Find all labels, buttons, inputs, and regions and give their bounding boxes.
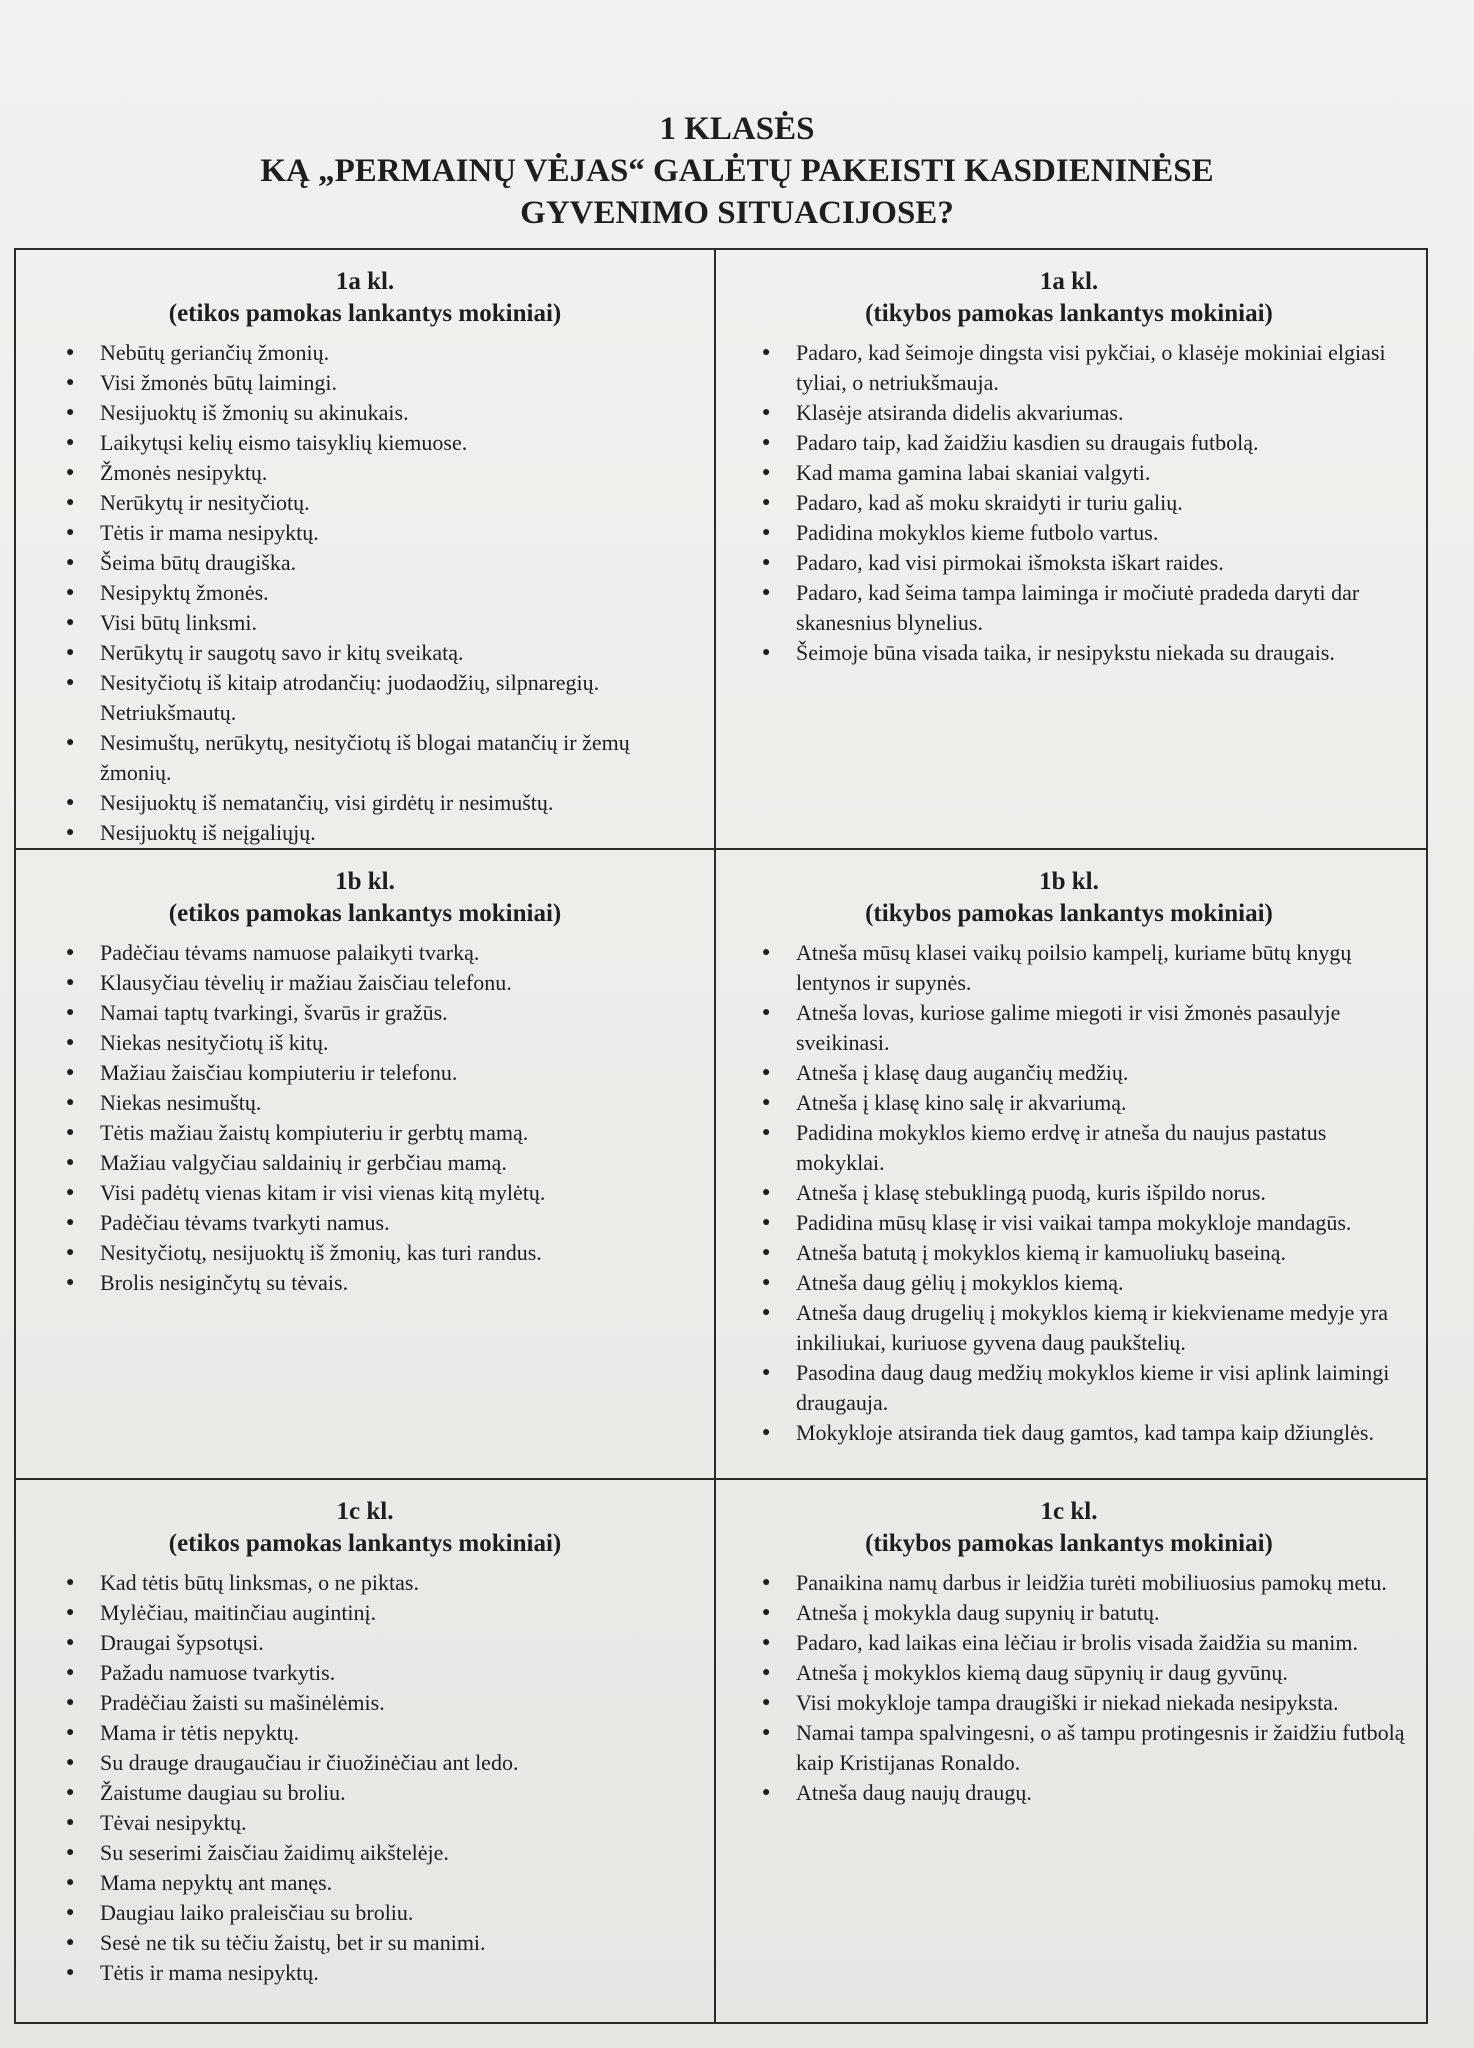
list-item: ● Mylėčiau, maitinčiau augintinį. [64,1598,696,1628]
table-cell [716,250,1426,850]
response-list [760,338,1408,668]
list-item: ● Nerūkytų ir nesityčiotų. [64,488,696,518]
list-item: ● Draugai šypsotųsi. [64,1628,696,1658]
title-line-3: GYVENIMO SITUACIJOSE? [520,195,954,231]
document-title [0,108,1474,234]
class-heading: 1b kl. [335,868,395,895]
list-item: ● Nesipyktų žmonės. [64,578,696,608]
list-item: ● Mažiau valgyčiau saldainių ir gerbčiau mamą. [64,1148,696,1178]
list-item: ● Nesijuoktų iš neįgaliųjų. [64,818,696,848]
list-item: ● Visi būtų linksmi. [64,608,696,638]
list-item: ● Nesijuoktų iš nematančių, visi girdėtų ir nesimuštų. [64,788,696,818]
list-item: ● Mažiau žaisčiau kompiuteriu ir telefonu. [64,1058,696,1088]
group-heading: (tikybos pamokas lankantys mokiniai) [865,1530,1273,1557]
list-item: ● Pasodina daug daug medžių mokyklos kieme ir visi aplink laimingi draugauja. [760,1358,1408,1418]
class-heading: 1a kl. [335,268,395,295]
group-heading: (tikybos pamokas lankantys mokiniai) [865,900,1273,927]
list-item: ● Padaro, kad šeimoje dingsta visi pykčiai, o klasėje mokiniai elgiasi tyliai, o netriukšmauja. [760,338,1408,398]
list-item: ● Sesė ne tik su tėčiu žaistų, bet ir su manimi. [64,1928,696,1958]
list-item: ● Panaikina namų darbus ir leidžia turėti mobiliuosius pamokų metu. [760,1568,1408,1598]
list-item: ● Namai tampa spalvingesni, o aš tampu protingesnis ir žaidžiu futbolą kaip Kristijanas Ronaldo. [760,1718,1408,1778]
list-item: ● Atneša batutą į mokyklos kiemą ir kamuoliukų baseiną. [760,1238,1408,1268]
list-item: ● Nesityčiotų iš kitaip atrodančių: juodaodžių, silpnaregių. Netriukšmautų. [64,668,696,728]
group-heading: (tikybos pamokas lankantys mokiniai) [865,300,1273,327]
list-item: ● Tėtis mažiau žaistų kompiuteriu ir gerbtų mamą. [64,1118,696,1148]
list-item: ● Namai taptų tvarkingi, švarūs ir gražūs. [64,998,696,1028]
group-heading: (etikos pamokas lankantys mokiniai) [168,1530,562,1557]
list-item: ● Padaro, kad laikas eina lėčiau ir brolis visada žaidžia su manim. [760,1628,1408,1658]
list-item: ● Kad mama gamina labai skaniai valgyti. [760,458,1408,488]
list-item: ● Klausyčiau tėvelių ir mažiau žaisčiau telefonu. [64,968,696,998]
list-item: ● Šeima būtų draugiška. [64,548,696,578]
table-cell [716,1480,1426,2022]
group-heading: (etikos pamokas lankantys mokiniai) [168,300,562,327]
list-item: ● Nesityčiotų, nesijuoktų iš žmonių, kas turi randus. [64,1238,696,1268]
list-item: ● Atneša į klasę daug augančių medžių. [760,1058,1408,1088]
response-list [760,938,1408,1448]
list-item: ● Šeimoje būna visada taika, ir nesipykstu niekada su draugais. [760,638,1408,668]
list-item: ● Atneša į mokyklos kiemą daug sūpynių ir daug gyvūnų. [760,1658,1408,1688]
list-item: ● Žmonės nesipyktų. [64,458,696,488]
list-item: ● Visi padėtų vienas kitam ir visi vienas kitą mylėtų. [64,1178,696,1208]
class-heading: 1c kl. [336,1498,394,1525]
list-item: ● Nebūtų geriančių žmonių. [64,338,696,368]
list-item: ● Klasėje atsiranda didelis akvariumas. [760,398,1408,428]
list-item: ● Brolis nesiginčytų su tėvais. [64,1268,696,1298]
list-item: ● Su drauge draugaučiau ir čiuožinėčiau ant ledo. [64,1748,696,1778]
list-item: ● Tėtis ir mama nesipyktų. [64,518,696,548]
list-item: ● Visi žmonės būtų laimingi. [64,368,696,398]
list-item: ● Laikytųsi kelių eismo taisyklių kiemuose. [64,428,696,458]
response-list [64,338,696,848]
list-item: ● Niekas nesimuštų. [64,1088,696,1118]
list-item: ● Atneša į klasę stebuklingą puodą, kuris išpildo norus. [760,1178,1408,1208]
class-heading: 1a kl. [1039,268,1099,295]
list-item: ● Padaro, kad visi pirmokai išmoksta iškart raides. [760,548,1408,578]
list-item: ● Tėvai nesipyktų. [64,1808,696,1838]
list-item: ● Padaro taip, kad žaidžiu kasdien su draugais futbolą. [760,428,1408,458]
list-item: ● Mokykloje atsiranda tiek daug gamtos, kad tampa kaip džiunglės. [760,1418,1408,1448]
group-heading: (etikos pamokas lankantys mokiniai) [168,900,562,927]
list-item: ● Padėčiau tėvams tvarkyti namus. [64,1208,696,1238]
list-item: ● Atneša daug naujų draugų. [760,1778,1408,1808]
list-item: ● Pradėčiau žaisti su mašinėlėmis. [64,1688,696,1718]
list-item: ● Mama nepyktų ant manęs. [64,1868,696,1898]
list-item: ● Nesijuoktų iš žmonių su akinukais. [64,398,696,428]
response-list [64,1568,696,1988]
list-item: ● Žaistume daugiau su broliu. [64,1778,696,1808]
list-item: ● Atneša lovas, kuriose galime miegoti ir visi žmonės pasaulyje sveikinasi. [760,998,1408,1058]
class-heading: 1b kl. [1039,868,1099,895]
list-item: ● Padidina mokyklos kieme futbolo vartus. [760,518,1408,548]
list-item: ● Daugiau laiko praleisčiau su broliu. [64,1898,696,1928]
table-cell [16,850,716,1480]
list-item: ● Mama ir tėtis nepyktų. [64,1718,696,1748]
list-item: ● Nerūkytų ir saugotų savo ir kitų sveikatą. [64,638,696,668]
list-item: ● Padaro, kad šeima tampa laiminga ir močiutė pradeda daryti dar skanesnius blynelius. [760,578,1408,638]
list-item: ● Atneša į klasę kino salę ir akvariumą. [760,1088,1408,1118]
list-item: ● Atneša daug gėlių į mokyklos kiemą. [760,1268,1408,1298]
table-cell [16,250,716,850]
list-item: ● Pažadu namuose tvarkytis. [64,1658,696,1688]
list-item: ● Visi mokykloje tampa draugiški ir niekad niekada nesipyksta. [760,1688,1408,1718]
list-item: ● Padėčiau tėvams namuose palaikyti tvarką. [64,938,696,968]
list-item: ● Su seserimi žaisčiau žaidimų aikštelėje. [64,1838,696,1868]
list-item: ● Kad tėtis būtų linksmas, o ne piktas. [64,1568,696,1598]
list-item: ● Padaro, kad aš moku skraidyti ir turiu galių. [760,488,1408,518]
table-cell [716,850,1426,1480]
list-item: ● Padidina mokyklos kiemo erdvę ir atneša du naujus pastatus mokyklai. [760,1118,1408,1178]
table-cell [16,1480,716,2022]
list-item: ● Tėtis ir mama nesipyktų. [64,1958,696,1988]
list-item: ● Atneša į mokykla daug supynių ir batutų. [760,1598,1408,1628]
list-item: ● Niekas nesityčiotų iš kitų. [64,1028,696,1058]
list-item: ● Nesimuštų, nerūkytų, nesityčiotų iš blogai matančių ir žemų žmonių. [64,728,696,788]
response-list [64,938,696,1298]
title-line-1: 1 KLASĖS [659,111,815,147]
list-item: ● Atneša daug drugelių į mokyklos kiemą ir kiekviename medyje yra inkiliukai, kuriuose gyvena daug paukštelių. [760,1298,1408,1358]
response-list [760,1568,1408,1808]
class-heading: 1c kl. [1040,1498,1098,1525]
list-item: ● Padidina mūsų klasę ir visi vaikai tampa mokykloje mandagūs. [760,1208,1408,1238]
responses-table [14,248,1428,2024]
title-line-2: KĄ „PERMAINŲ VĖJAS“ GALĖTŲ PAKEISTI KASDIENINĖSE [260,153,1214,189]
list-item: ● Atneša mūsų klasei vaikų poilsio kampelį, kuriame būtų knygų lentynos ir supynės. [760,938,1408,998]
